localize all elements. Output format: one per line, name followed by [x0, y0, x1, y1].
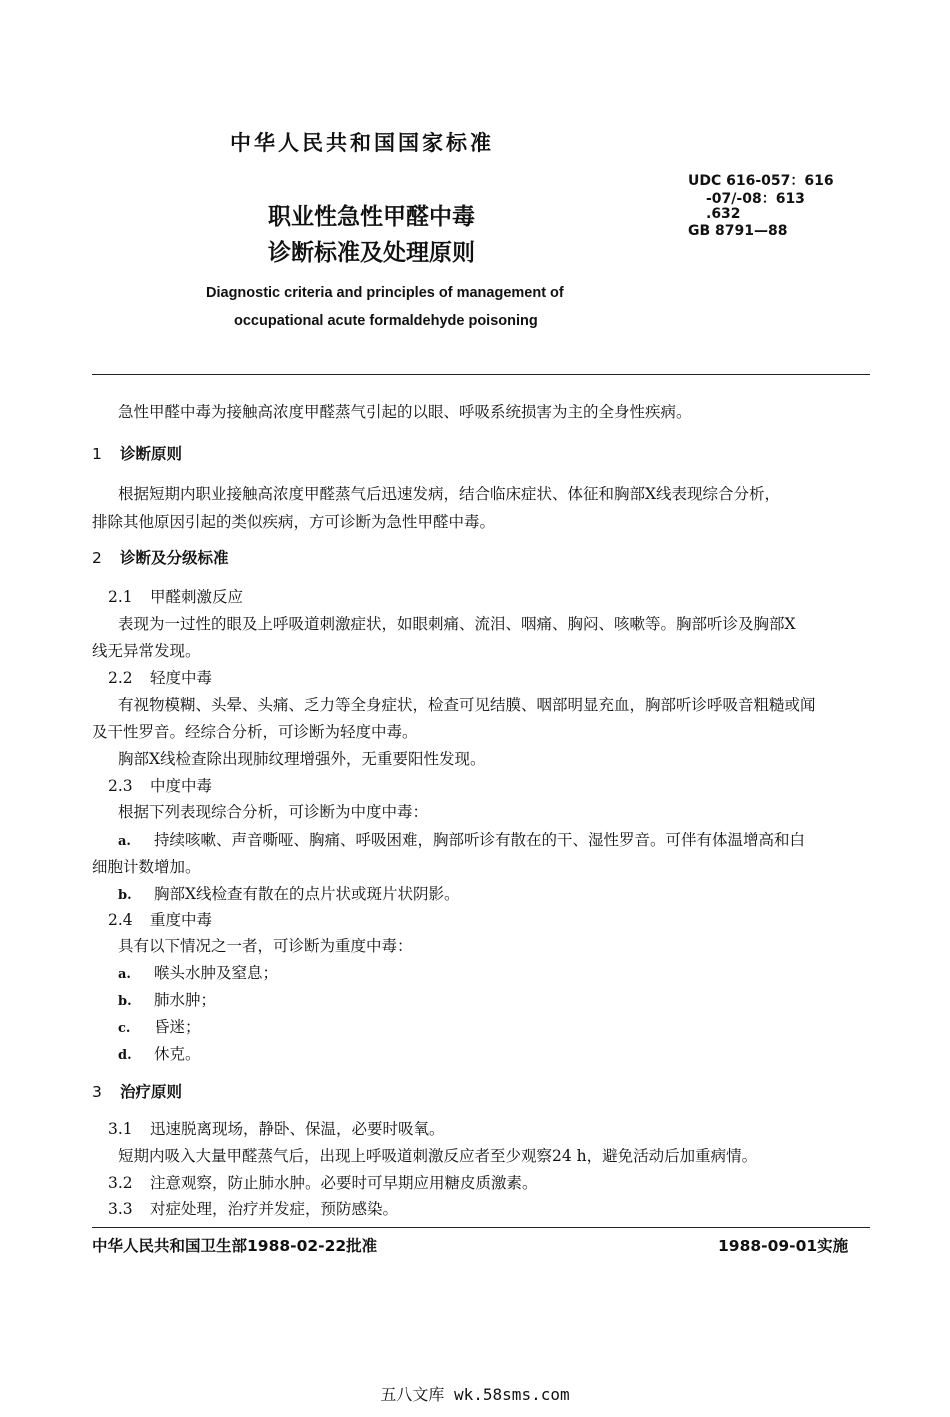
subsection-2-3-intro: 根据下列表现综合分析，可诊断为中度中毒：	[118, 803, 429, 821]
subsection-2-1-line2: 线无异常发现。	[92, 642, 201, 660]
effective-date: 1988-09-01实施	[718, 1237, 849, 1255]
subsection-2-4-intro: 具有以下情况之一者，可诊断为重度中毒：	[118, 937, 413, 955]
section-1-heading	[92, 442, 182, 464]
subsection-2-4-item-a	[118, 961, 278, 983]
subsection-2-3-title: 中度中毒	[150, 777, 213, 795]
item-text: 昏迷；	[154, 1018, 201, 1036]
section-3-number: 3	[92, 1083, 102, 1101]
subsection-3-2	[108, 1171, 538, 1193]
item-letter: a.	[118, 967, 131, 982]
section-2-number: 2	[92, 549, 102, 567]
subsection-2-4-number: 2.4	[108, 911, 133, 929]
title-en-line2: occupational acute formaldehyde poisoning	[234, 313, 538, 329]
subsection-2-4-heading	[108, 908, 212, 930]
section-2-heading	[92, 546, 229, 568]
subsection-3-1-line2: 短期内吸入大量甲醛蒸气后，出现上呼吸道刺激反应者至少观察24 h，避免活动后加重病情。	[118, 1147, 758, 1165]
approval-date: 中华人民共和国卫生部1988-02-22批准	[92, 1237, 378, 1255]
subsection-2-2-line3: 胸部X线检查除出现肺纹理增强外，无重要阳性发现。	[118, 750, 486, 768]
section-1-number: 1	[92, 445, 102, 463]
udc-code-line1: UDC 616-057：616	[688, 173, 834, 189]
subsection-3-3	[108, 1197, 398, 1219]
item-text: 胸部X线检查有散在的点片状或斑片状阴影。	[154, 885, 460, 903]
subsection-2-3-item-a	[118, 828, 805, 850]
subsection-2-3-number: 2.3	[108, 777, 133, 795]
udc-code-line3: .632	[706, 206, 741, 222]
subsection-2-3-item-b	[118, 882, 460, 904]
intro-paragraph: 急性甲醛中毒为接触高浓度甲醛蒸气引起的以眼、呼吸系统损害为主的全身性疾病。	[118, 403, 692, 421]
subsection-2-1-title: 甲醛刺激反应	[150, 588, 244, 606]
section-1-line1: 根据短期内职业接触高浓度甲醛蒸气后迅速发病，结合临床症状、体征和胸部X线表现综合分析，	[118, 485, 781, 503]
gb-code: GB 8791—88	[688, 223, 788, 239]
section-1-title: 诊断原则	[120, 445, 183, 463]
title-zh-line1: 职业性急性甲醛中毒	[268, 204, 475, 230]
section-1-line2: 排除其他原因引起的类似疾病，方可诊断为急性甲醛中毒。	[92, 513, 496, 531]
subsection-2-3-heading	[108, 774, 212, 796]
subsection-2-4-item-b	[118, 988, 216, 1010]
item-text: 休克。	[154, 1045, 201, 1063]
subsection-2-2-line2: 及干性罗音。经综合分析，可诊断为轻度中毒。	[92, 723, 418, 741]
subsection-2-2-line1: 有视物模糊、头晕、头痛、乏力等全身症状，检查可见结膜、咽部明显充血，胸部听诊呼吸音粗糙或闻	[118, 696, 816, 714]
item-text: 肺水肿；	[154, 991, 217, 1009]
subsection-3-3-number: 3.3	[108, 1200, 133, 1218]
subsection-2-1-line1: 表现为一过性的眼及上呼吸道刺激症状，如眼刺痛、流泪、咽痛、胸闷、咳嗽等。胸部听诊及胸部X	[118, 615, 796, 633]
title-en-line1: Diagnostic criteria and principles of management of	[206, 285, 564, 301]
site-watermark: 五八文库 wk.58sms.com	[380, 1385, 570, 1404]
subsection-2-1-number: 2.1	[108, 588, 133, 606]
subsection-3-1	[108, 1117, 445, 1139]
subsection-2-2-number: 2.2	[108, 669, 133, 687]
subsection-3-2-text: 注意观察，防止肺水肿。必要时可早期应用糖皮质激素。	[150, 1174, 538, 1192]
udc-code-line2: -07/-08：613	[706, 191, 805, 207]
item-letter: b.	[118, 994, 132, 1009]
subsection-2-4-title: 重度中毒	[150, 911, 213, 929]
subsection-2-3-item-a-line2: 细胞计数增加。	[92, 858, 201, 876]
standard-title: 中华人民共和国国家标准	[230, 131, 494, 155]
subsection-2-2-title: 轻度中毒	[150, 669, 213, 687]
title-zh-line2: 诊断标准及处理原则	[268, 240, 475, 266]
subsection-3-2-number: 3.2	[108, 1174, 133, 1192]
subsection-3-1-number: 3.1	[108, 1120, 133, 1138]
item-letter: c.	[118, 1021, 131, 1036]
item-letter: a.	[118, 834, 131, 849]
item-text: 持续咳嗽、声音嘶哑、胸痛、呼吸困难，胸部听诊有散在的干、湿性罗音。可伴有体温增高和白	[154, 831, 806, 849]
item-letter: b.	[118, 888, 132, 903]
item-text: 喉头水肿及窒息；	[154, 964, 279, 982]
section-2-title: 诊断及分级标准	[120, 549, 229, 567]
item-letter: d.	[118, 1048, 132, 1063]
section-3-heading	[92, 1080, 182, 1102]
subsection-2-1-heading	[108, 585, 243, 607]
top-rule	[92, 374, 870, 375]
subsection-2-2-heading	[108, 666, 212, 688]
subsection-3-1-text: 迅速脱离现场，静卧、保温，必要时吸氧。	[150, 1120, 445, 1138]
subsection-2-4-item-d	[118, 1042, 201, 1064]
section-3-title: 治疗原则	[120, 1083, 183, 1101]
subsection-2-4-item-c	[118, 1015, 201, 1037]
bottom-rule	[92, 1227, 870, 1228]
subsection-3-3-text: 对症处理，治疗并发症，预防感染。	[150, 1200, 399, 1218]
